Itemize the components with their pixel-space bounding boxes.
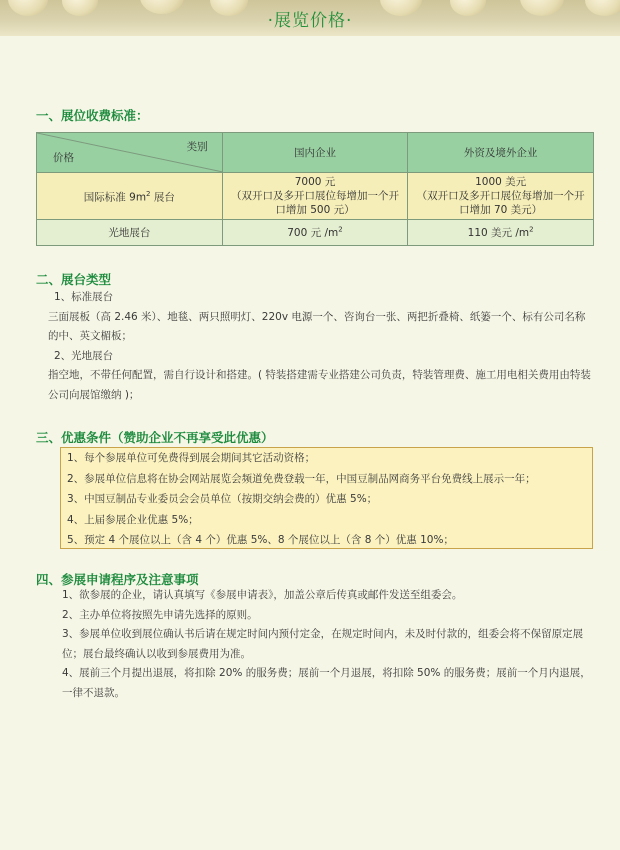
price-foreign-raw: 110 美元 $/m^2$ (408, 220, 594, 246)
page-title: ·展览价格· (267, 11, 353, 31)
list-item: 1、欲参展的企业，请认真填写《参展申请表》，加盖公章后传真或邮件发送至组委会。 (62, 589, 463, 601)
list-item: 3、中国豆制品专业委员会会员单位（按期交纳会费的）优惠 5%； (67, 493, 378, 505)
section-title-procedure: 四、参展申请程序及注意事项 (36, 572, 199, 587)
discount-box (60, 447, 593, 549)
column-header-foreign: 外资及境外企业 (408, 133, 594, 173)
corner-label-price: 价格 (53, 152, 74, 164)
list-item: 2、光地展台 (54, 349, 114, 362)
row-label-standard-booth: 国际标准 $9m^2$ 展台 (37, 173, 223, 220)
list-item: 3、参展单位收到展位确认书后请在规定时间内预付定金，在规定时间内，未及时付款的，组委会将不保留原定展位；展台最终确认以收到参展费用为准。 (62, 628, 584, 660)
price-domestic-standard: 7000 元 （双开口及多开口展位每增加一个开 口增加 500 元） (222, 173, 408, 220)
procedure-text (62, 586, 592, 703)
row-label-raw-space: 光地展台 (37, 220, 223, 246)
booth-types-text (48, 288, 594, 405)
table-corner-cell (37, 133, 223, 173)
column-header-domestic: 国内企业 (222, 133, 408, 173)
list-item: 2、参展单位信息将在协会网站展览会频道免费登载一年，中国豆制品网商务平台免费线上展示一年； (67, 472, 536, 485)
header-banner (0, 0, 620, 36)
corner-label-category: 类别 (186, 141, 208, 153)
table-row (37, 220, 594, 246)
list-item: 1、每个参展单位可免费得到展会期间其它活动资格； (67, 452, 316, 464)
section-title-booth-types: 二、展台类型 (36, 272, 112, 287)
list-item: 2、主办单位将按照先申请先选择的原则。 (62, 608, 258, 621)
list-item: 1、标准展台 (54, 291, 114, 303)
list-item: 4、上届参展企业优惠 5%； (67, 513, 199, 526)
table-header-row (37, 133, 594, 173)
section-title-discounts: 三、优惠条件（赞助企业不再享受此优惠） (36, 430, 274, 445)
list-item: 指空地，不带任何配置，需自行设计和搭建。( 特装搭建需专业搭建公司负责，特装管理费、施工用电相关费用由特装公司向展馆缴纳 )； (48, 369, 591, 401)
list-item: 三面展板（高 2.46 米）、地毯、两只照明灯、220v 电源一个、咨询台一张、两把折叠椅、纸篓一个、标有公司名称的中、英文楣板； (48, 310, 586, 342)
list-item: 5、预定 4 个展位以上（含 4 个）优惠 5%、8 个展位以上（含 8 个）优惠 10%； (67, 534, 454, 546)
fee-table (36, 132, 594, 246)
section-title-fees: 一、展位收费标准： (36, 108, 149, 123)
price-foreign-standard: 1000 美元 （双开口及多开口展位每增加一个开 口增加 70 美元） (408, 173, 594, 220)
list-item: 4、展前三个月提出退展，将扣除 20% 的服务费；展前一个月退展，将扣除 50% 的服务费；展前一个月内退展，一律不退款。 (62, 667, 591, 699)
price-domestic-raw: 700 元 $/m^2$ (222, 220, 408, 246)
